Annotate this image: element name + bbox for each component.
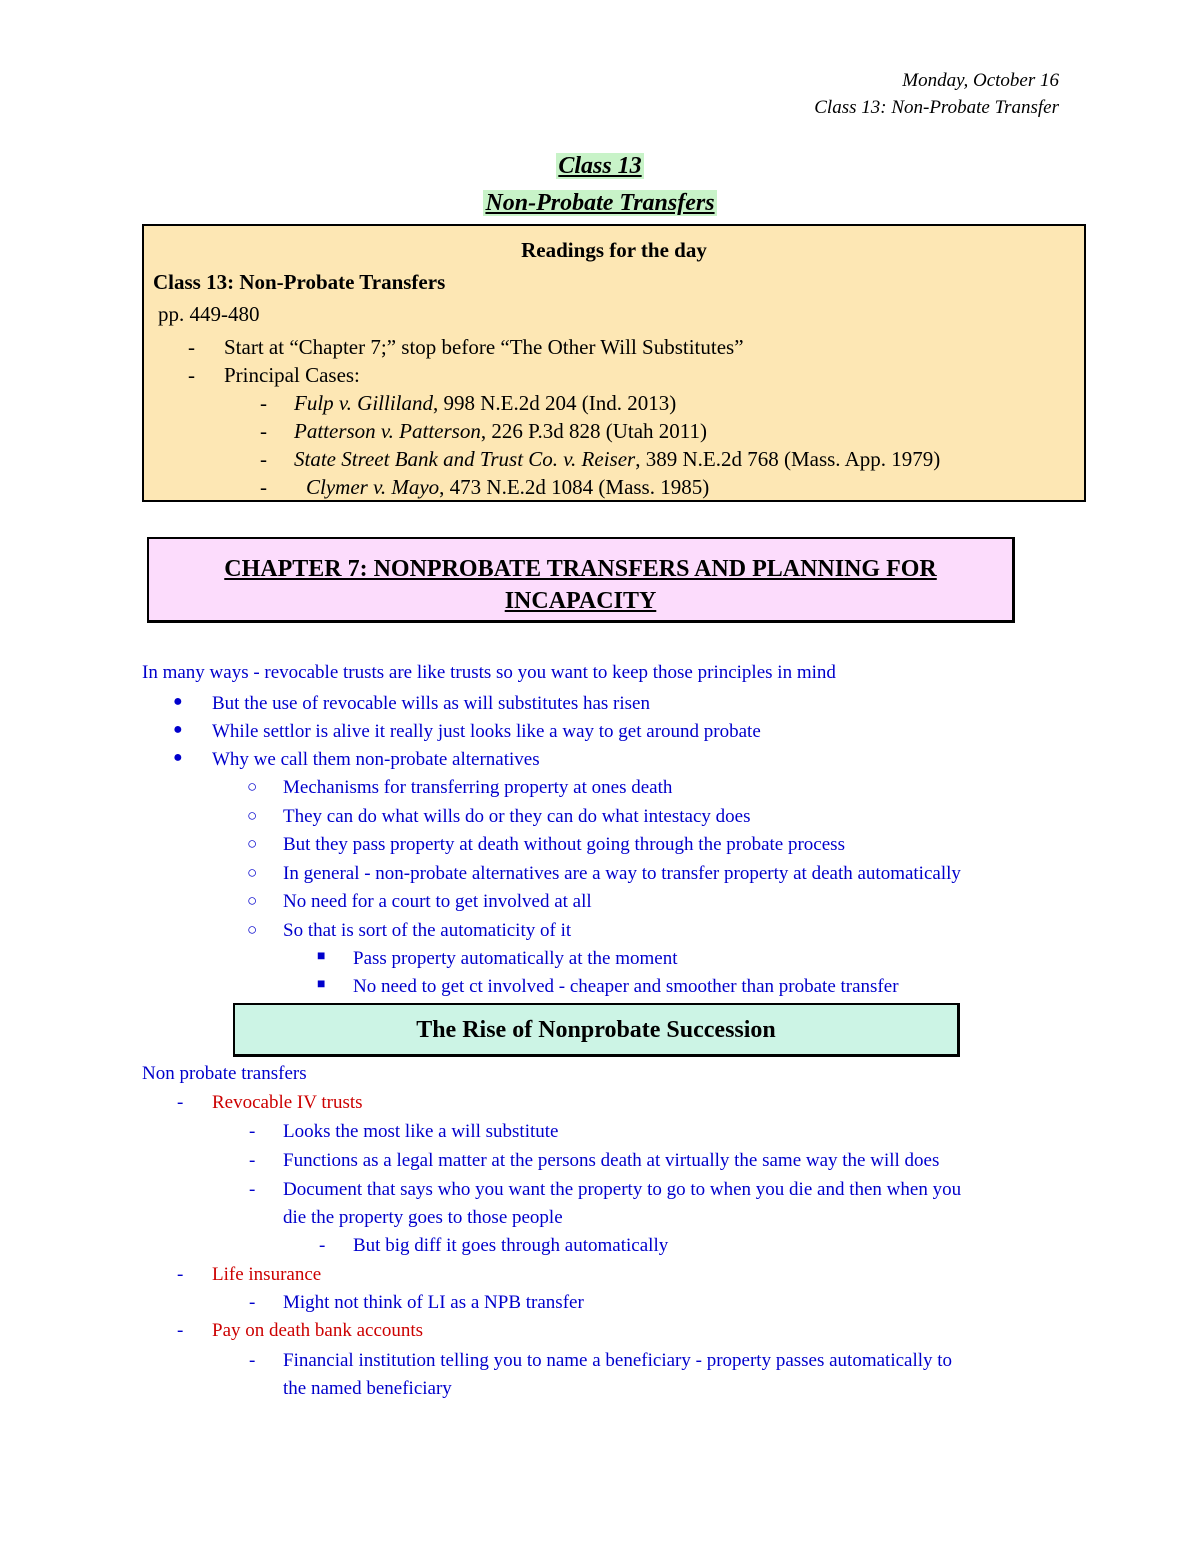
note-level2: Mechanisms for transferring property at ones death [283, 777, 673, 798]
revocable-point: Looks the most like a will substitute [283, 1121, 559, 1142]
dash-marker: - [260, 475, 267, 499]
dash-marker: - [249, 1292, 256, 1313]
note-level2: In general - non-probate alternatives are a way to transfer property at death automatically [283, 863, 961, 884]
case-name: Clymer v. Mayo [306, 475, 440, 499]
dash-marker: - [188, 363, 195, 387]
note-level1: But the use of revocable wills as will substitutes has risen [212, 693, 650, 714]
reading-item: Principal Cases: [224, 363, 360, 387]
notes2-intro: Non probate transfers [142, 1063, 307, 1084]
readings-class-title: Class 13: Non-Probate Transfers [153, 270, 446, 294]
readings-box [142, 224, 1086, 502]
bullet-dot-icon: ● [173, 749, 183, 766]
revocable-point: Functions as a legal matter at the persons death at virtually the same way the will does [283, 1150, 940, 1171]
bullet-circle-icon: ○ [247, 834, 258, 853]
dash-marker: - [177, 1092, 184, 1113]
dash-marker: - [249, 1179, 256, 1200]
bullet-square-icon: ■ [317, 977, 326, 992]
dash-marker: - [177, 1320, 184, 1341]
dash-marker: - [188, 335, 195, 359]
case-item [294, 419, 707, 444]
life-insurance-point: Might not think of LI as a NPB transfer [283, 1292, 584, 1313]
note-level1: While settlor is alive it really just looks like a way to get around probate [212, 721, 761, 742]
case-cite: , 226 P.3d 828 (Utah 2011) [480, 419, 707, 443]
notes-intro: In many ways - revocable trusts are like trusts so you want to keep those principles in mind [142, 662, 836, 683]
title-line1: Class 13 [558, 153, 642, 179]
case-name: State Street Bank and Trust Co. v. Reiser [294, 447, 636, 471]
chapter-heading-box [147, 537, 1015, 623]
dash-marker: - [249, 1150, 256, 1171]
bullet-circle-icon: ○ [247, 891, 258, 910]
note-level2: But they pass property at death without going through the probate process [283, 834, 845, 855]
revocable-point: Document that says who you want the property to go to when you die and then when you [283, 1179, 962, 1200]
dash-marker: - [260, 391, 267, 415]
case-cite: , 998 N.E.2d 204 (Ind. 2013) [433, 391, 677, 415]
bullet-circle-icon: ○ [247, 863, 258, 882]
page-title [0, 153, 1200, 180]
bullet-circle-icon: ○ [247, 920, 258, 939]
bullet-dot-icon: ● [173, 693, 183, 710]
chapter-line1: CHAPTER 7: NONPROBATE TRANSFERS AND PLANNING FOR [224, 556, 937, 582]
note-level3: No need to get ct involved - cheaper and smoother than probate transfer [353, 976, 899, 997]
case-item [294, 447, 940, 472]
revocable-point-cont: die the property goes to those people [283, 1207, 563, 1228]
case-cite: , 389 N.E.2d 768 (Mass. App. 1979) [635, 447, 941, 471]
readings-heading: Readings for the day [521, 238, 707, 262]
dash-marker: - [177, 1264, 184, 1285]
dash-marker: - [249, 1121, 256, 1142]
note-level3: Pass property automatically at the moment [353, 948, 678, 969]
dash-marker: - [249, 1350, 256, 1371]
pod-point: Financial institution telling you to name a beneficiary - property passes automatically to [283, 1350, 953, 1371]
note-level2: So that is sort of the automaticity of it [283, 920, 572, 941]
note-level1: Why we call them non-probate alternatives [212, 749, 540, 770]
pod-label: Pay on death bank accounts [212, 1320, 424, 1341]
case-item [306, 475, 709, 500]
readings-pages: pp. 449-480 [158, 302, 260, 326]
dash-marker: - [319, 1235, 326, 1256]
dash-marker: - [260, 447, 267, 471]
revocable-subpoint: But big diff it goes through automatically [353, 1235, 669, 1256]
reading-item: Start at “Chapter 7;” stop before “The Other Will Substitutes” [224, 335, 744, 359]
case-name: Patterson v. Patterson [294, 419, 481, 443]
page-subtitle [0, 190, 1200, 217]
note-level2: They can do what wills do or they can do what intestacy does [283, 806, 751, 827]
header-class-line: Class 13: Non-Probate Transfer [814, 97, 1059, 118]
pod-point-cont: the named beneficiary [283, 1378, 452, 1399]
bullet-dot-icon: ● [173, 721, 183, 738]
rise-heading-box [233, 1003, 960, 1057]
case-cite: , 473 N.E.2d 1084 (Mass. 1985) [439, 475, 710, 499]
chapter-line2: INCAPACITY [504, 588, 657, 614]
case-item [294, 391, 676, 416]
bullet-square-icon: ■ [317, 949, 326, 964]
rise-heading: The Rise of Nonprobate Succession [416, 1017, 776, 1043]
revocable-label: Revocable IV trusts [212, 1092, 363, 1113]
case-name: Fulp v. Gilliland [294, 391, 434, 415]
dash-marker: - [260, 419, 267, 443]
bullet-circle-icon: ○ [247, 777, 258, 796]
bullet-circle-icon: ○ [247, 806, 258, 825]
header-date: Monday, October 16 [902, 70, 1059, 91]
life-insurance-label: Life insurance [212, 1264, 322, 1285]
note-level2: No need for a court to get involved at all [283, 891, 592, 912]
title-line2: Non-Probate Transfers [485, 190, 715, 216]
